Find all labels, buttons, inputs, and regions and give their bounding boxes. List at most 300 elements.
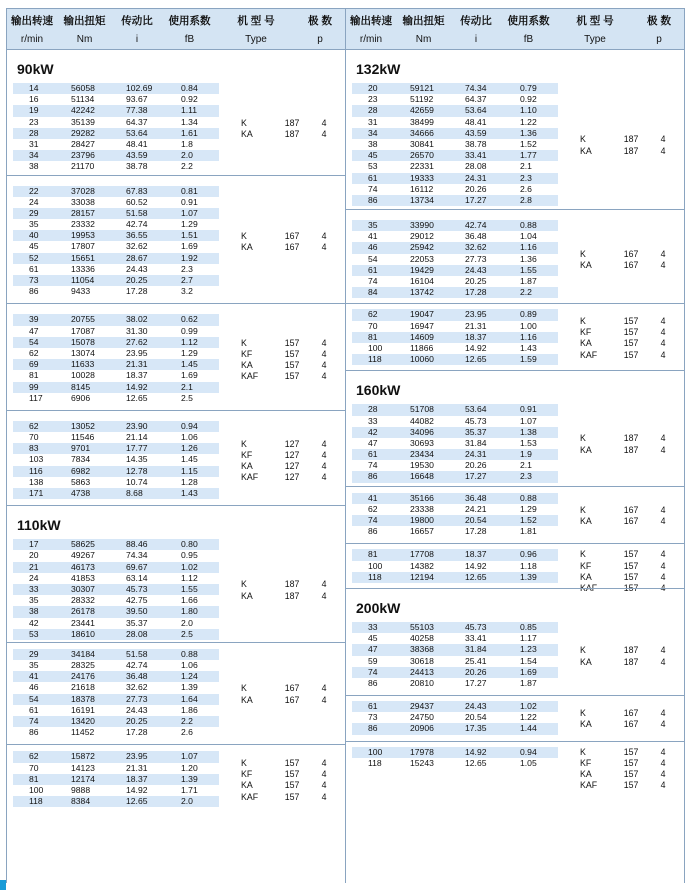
type-size: 167 <box>623 260 639 271</box>
ratio-value: 23.95 <box>126 347 148 358</box>
type-code: KA <box>241 694 253 705</box>
pole-count: 4 <box>321 438 327 449</box>
ratio-value: 23.95 <box>126 751 148 762</box>
type-size: 157 <box>623 315 639 326</box>
ratio-value: 17.27 <box>465 194 487 205</box>
service-factor-value: 1.10 <box>520 105 537 116</box>
service-factor-value: 1.81 <box>520 526 537 537</box>
speed-value: 41 <box>368 492 378 503</box>
type-size: 167 <box>623 718 639 729</box>
ratio-value: 28.67 <box>126 252 148 263</box>
service-factor-value: 1.39 <box>181 773 198 784</box>
pole-count: 4 <box>660 656 666 667</box>
power-title: 200kW <box>356 599 401 616</box>
torque-value: 20755 <box>71 314 95 325</box>
ratio-value: 53.64 <box>465 105 487 116</box>
pole-count: 4 <box>660 560 666 571</box>
torque-value: 11866 <box>410 342 434 353</box>
speed-value: 59 <box>368 655 378 666</box>
speed-value: 23 <box>368 94 378 105</box>
service-factor-value: 1.11 <box>181 105 198 116</box>
type-list <box>241 758 341 803</box>
ratio-value: 35.37 <box>126 617 148 628</box>
torque-value: 6906 <box>71 392 91 403</box>
torque-value: 33038 <box>71 196 95 207</box>
ratio-value: 36.48 <box>465 231 487 242</box>
pole-count: 4 <box>660 769 666 779</box>
table-row <box>346 404 684 415</box>
service-factor-value: 1.36 <box>520 253 537 264</box>
pole-count: 4 <box>660 338 666 349</box>
header-type: 机 型 号 <box>237 15 275 27</box>
torque-value: 19047 <box>410 309 434 320</box>
ratio-value: 20.26 <box>465 460 487 471</box>
speed-block <box>7 505 345 642</box>
type-entry <box>580 134 680 145</box>
speed-value: 62 <box>29 751 39 762</box>
torque-value: 34666 <box>410 127 434 138</box>
speed-value: 84 <box>368 287 378 298</box>
torque-value: 11633 <box>71 359 95 370</box>
page-edge-marker <box>0 880 6 890</box>
speed-value: 54 <box>29 336 39 347</box>
type-size: 187 <box>623 145 639 156</box>
type-list <box>241 118 341 140</box>
table-row <box>346 117 684 128</box>
ratio-value: 36.55 <box>126 230 148 241</box>
type-list <box>241 683 341 705</box>
ratio-value: 39.50 <box>126 606 148 617</box>
type-size: 157 <box>623 571 639 582</box>
type-code: K <box>241 579 247 590</box>
speed-value: 29 <box>29 207 39 218</box>
type-size: 187 <box>623 656 639 667</box>
service-factor-value: 2.2 <box>520 287 532 298</box>
speed-value: 20 <box>368 83 378 93</box>
table-row <box>7 562 345 573</box>
torque-value: 7834 <box>71 454 91 465</box>
type-size: 157 <box>284 780 300 791</box>
ratio-value: 27.73 <box>126 693 148 704</box>
speed-value: 53 <box>29 628 39 639</box>
type-entry <box>580 561 680 572</box>
torque-value: 11054 <box>71 275 95 285</box>
torque-value: 28325 <box>71 660 95 671</box>
table-row <box>7 275 345 286</box>
speed-block <box>346 543 684 593</box>
pole-count: 4 <box>321 472 327 483</box>
type-list <box>580 433 680 455</box>
ratio-value: 53.64 <box>465 404 487 415</box>
speed-value: 24 <box>29 196 39 207</box>
ratio-value: 64.37 <box>126 116 148 127</box>
speed-value: 46 <box>29 682 39 693</box>
ratio-value: 51.58 <box>126 648 148 659</box>
torque-value: 38499 <box>410 116 434 127</box>
pole-count: 4 <box>321 780 327 791</box>
speed-value: 20 <box>29 550 39 561</box>
rows-group <box>346 622 684 689</box>
type-size: 187 <box>284 117 300 128</box>
speed-value: 118 <box>29 796 43 807</box>
torque-value: 13420 <box>71 716 95 726</box>
pole-count: 4 <box>321 449 327 460</box>
ratio-value: 20.26 <box>465 183 487 194</box>
torque-value: 30307 <box>71 583 95 594</box>
type-entry <box>241 461 341 472</box>
type-entry <box>580 549 680 560</box>
table-row <box>7 705 345 716</box>
torque-value: 13336 <box>71 263 95 274</box>
table-row <box>7 727 345 738</box>
type-code: KA <box>241 461 253 472</box>
table-row <box>7 606 345 617</box>
ratio-value: 43.59 <box>126 150 148 161</box>
service-factor-value: 2.0 <box>181 617 193 628</box>
ratio-value: 24.43 <box>465 701 487 712</box>
service-factor-value: 1.8 <box>181 138 193 149</box>
service-factor-value: 1.51 <box>181 230 198 241</box>
ratio-value: 53.64 <box>126 127 148 138</box>
type-entry <box>580 758 680 769</box>
torque-value: 15651 <box>71 252 95 263</box>
service-factor-value: 0.88 <box>520 492 537 503</box>
type-code: KF <box>241 769 253 780</box>
ratio-value: 23.95 <box>465 309 487 320</box>
speed-value: 100 <box>368 342 383 353</box>
pole-count: 4 <box>660 145 666 156</box>
speed-value: 47 <box>368 437 378 448</box>
service-factor-value: 1.52 <box>520 515 537 525</box>
service-factor-value: 1.38 <box>520 426 537 437</box>
type-entry <box>241 472 341 483</box>
torque-value: 30841 <box>410 138 434 149</box>
ratio-value: 38.02 <box>126 314 148 325</box>
speed-value: 69 <box>29 359 39 370</box>
ratio-value: 21.31 <box>126 359 148 370</box>
torque-value: 51708 <box>410 404 434 415</box>
type-size: 167 <box>623 249 639 260</box>
speed-value: 24 <box>29 572 39 583</box>
pole-count: 4 <box>660 433 666 444</box>
torque-value: 9701 <box>71 443 91 454</box>
table-row <box>346 195 684 206</box>
torque-value: 24176 <box>71 671 95 682</box>
ratio-value: 21.31 <box>126 762 148 773</box>
ratio-value: 24.43 <box>126 704 148 715</box>
ratio-value: 31.30 <box>126 325 148 336</box>
table-row <box>7 139 345 150</box>
ratio-value: 12.78 <box>126 465 148 476</box>
service-factor-value: 1.07 <box>520 415 537 426</box>
type-list <box>580 747 680 792</box>
type-size: 157 <box>284 337 300 348</box>
torque-value: 28332 <box>71 595 95 606</box>
type-size: 187 <box>284 128 300 139</box>
torque-value: 16191 <box>71 704 95 715</box>
table-row <box>346 633 684 644</box>
service-factor-value: 1.07 <box>181 207 198 218</box>
torque-value: 16648 <box>410 471 434 482</box>
ratio-value: 88.46 <box>126 539 148 550</box>
speed-block <box>7 744 345 813</box>
service-factor-value: 1.23 <box>520 644 537 655</box>
torque-value: 14382 <box>410 560 434 571</box>
ratio-value: 17.27 <box>465 471 487 482</box>
speed-value: 19 <box>29 105 39 116</box>
header-output-torque: 输出扭矩 <box>402 15 445 27</box>
speed-value: 86 <box>368 677 378 688</box>
torque-value: 16657 <box>410 526 434 537</box>
speed-value: 53 <box>368 161 378 172</box>
type-size: 157 <box>623 327 639 338</box>
torque-value: 13734 <box>410 194 434 205</box>
table-row <box>346 460 684 471</box>
speed-value: 138 <box>29 476 44 487</box>
service-factor-value: 1.02 <box>181 561 198 572</box>
table-row <box>7 539 345 550</box>
pole-count: 4 <box>321 579 327 590</box>
ratio-value: 28.08 <box>465 161 487 172</box>
pole-count: 4 <box>321 360 327 371</box>
service-factor-value: 0.62 <box>181 314 198 325</box>
table-row <box>346 287 684 298</box>
type-code: KA <box>580 338 592 349</box>
table-row <box>7 382 345 393</box>
pole-count: 4 <box>321 590 327 601</box>
speed-value: 29 <box>29 648 39 659</box>
ratio-value: 24.31 <box>465 172 487 183</box>
ratio-value: 12.65 <box>465 757 487 768</box>
ratio-value: 51.58 <box>126 207 148 218</box>
torque-value: 40258 <box>410 633 434 644</box>
service-factor-value: 0.88 <box>181 648 198 659</box>
speed-value: 61 <box>29 704 39 715</box>
type-code: K <box>241 231 247 242</box>
torque-value: 13052 <box>71 420 95 431</box>
table-row <box>7 197 345 208</box>
type-size: 127 <box>284 461 300 472</box>
torque-value: 23332 <box>71 219 95 230</box>
rows-group <box>7 421 345 499</box>
pole-count: 4 <box>321 769 327 780</box>
type-entry <box>580 260 680 271</box>
rows-group <box>7 649 345 739</box>
torque-value: 35139 <box>71 116 95 127</box>
speed-value: 74 <box>29 716 39 726</box>
ratio-value: 24.21 <box>465 503 487 514</box>
type-code: KA <box>580 571 592 582</box>
ratio-value: 25.41 <box>465 655 487 666</box>
speed-value: 54 <box>29 693 39 704</box>
ratio-value: 77.38 <box>126 105 148 116</box>
type-entry <box>580 505 680 516</box>
speed-value: 118 <box>368 354 382 365</box>
service-factor-value: 1.87 <box>520 276 537 286</box>
torque-value: 23434 <box>410 449 434 460</box>
pole-count: 4 <box>321 757 327 768</box>
torque-value: 28427 <box>71 138 95 149</box>
type-size: 187 <box>284 590 300 601</box>
unit-rmin: r/min <box>20 34 44 45</box>
speed-block <box>346 50 684 209</box>
torque-value: 22331 <box>410 161 434 172</box>
torque-value: 49267 <box>71 550 95 561</box>
speed-block <box>346 209 684 303</box>
pole-count: 4 <box>321 117 327 128</box>
table-row <box>346 667 684 678</box>
ratio-value: 24.43 <box>126 263 148 274</box>
service-factor-value: 1.17 <box>520 633 537 644</box>
ratio-value: 38.78 <box>465 138 487 149</box>
speed-value: 86 <box>368 471 378 482</box>
type-list <box>241 231 341 253</box>
type-code: KF <box>580 327 592 338</box>
speed-block <box>346 741 684 791</box>
table-row <box>7 186 345 197</box>
torque-value: 8384 <box>71 796 91 807</box>
table-row <box>7 150 345 161</box>
ratio-value: 45.73 <box>126 583 148 594</box>
type-code: KA <box>241 780 253 791</box>
torque-value: 37028 <box>71 185 95 196</box>
service-factor-value: 2.0 <box>181 150 193 161</box>
service-factor-value: 1.77 <box>520 150 537 161</box>
header-ratio: 传动比 <box>121 15 153 27</box>
right-column <box>345 8 685 883</box>
ratio-value: 74.34 <box>465 83 487 93</box>
rows-group <box>346 701 684 735</box>
ratio-value: 17.77 <box>126 443 148 454</box>
table-row <box>7 618 345 629</box>
table-row <box>346 83 684 94</box>
torque-value: 23338 <box>410 503 434 514</box>
torque-value: 14609 <box>410 331 434 342</box>
pole-count: 4 <box>660 260 666 271</box>
type-list <box>580 708 680 730</box>
torque-value: 51192 <box>410 94 434 105</box>
type-entry <box>241 579 341 590</box>
type-size: 157 <box>284 769 300 780</box>
speed-value: 100 <box>368 746 383 757</box>
service-factor-value: 1.28 <box>181 476 198 487</box>
service-factor-value: 2.0 <box>181 796 193 807</box>
type-code: K <box>241 683 247 694</box>
table-row <box>346 276 684 287</box>
type-size: 167 <box>623 516 639 526</box>
torque-value: 12194 <box>410 571 434 582</box>
power-title: 132kW <box>356 61 401 77</box>
table-row <box>7 716 345 727</box>
ratio-value: 45.73 <box>465 415 487 426</box>
ratio-value: 23.90 <box>126 420 148 431</box>
speed-value: 46 <box>368 242 378 253</box>
ratio-value: 42.74 <box>126 660 148 671</box>
service-factor-value: 0.94 <box>520 746 537 757</box>
power-title: 160kW <box>356 382 401 399</box>
header-service-factor: 使用系数 <box>168 15 211 27</box>
speed-value: 33 <box>29 583 39 594</box>
torque-value: 21618 <box>71 682 95 693</box>
torque-value: 25942 <box>410 242 434 253</box>
type-code: KAF <box>580 780 598 791</box>
type-code: KF <box>580 757 592 768</box>
service-factor-value: 1.29 <box>520 503 537 514</box>
speed-value: 74 <box>368 183 378 194</box>
ratio-value: 27.73 <box>465 253 487 264</box>
speed-value: 38 <box>368 138 378 149</box>
pole-count: 4 <box>321 461 327 472</box>
type-entry <box>580 445 680 456</box>
speed-value: 74 <box>368 276 378 286</box>
pole-count: 4 <box>660 757 666 768</box>
speed-value: 45 <box>29 241 39 252</box>
service-factor-value: 1.55 <box>520 264 537 275</box>
type-size: 127 <box>284 472 300 483</box>
speed-value: 99 <box>29 381 39 392</box>
ratio-value: 32.62 <box>126 241 148 252</box>
type-size: 157 <box>284 371 300 382</box>
torque-value: 30693 <box>410 437 434 448</box>
torque-value: 17807 <box>71 241 95 252</box>
torque-value: 26178 <box>71 606 95 617</box>
table-row <box>7 421 345 432</box>
torque-value: 56058 <box>71 83 95 93</box>
speed-value: 74 <box>368 515 378 525</box>
ratio-value: 8.68 <box>126 488 143 498</box>
speed-value: 52 <box>29 252 39 263</box>
torque-value: 42659 <box>410 105 434 116</box>
speed-value: 33 <box>368 415 378 426</box>
torque-value: 41853 <box>71 572 95 583</box>
service-factor-value: 1.66 <box>181 595 198 606</box>
type-entry <box>580 645 680 656</box>
torque-value: 12174 <box>71 773 95 784</box>
ratio-value: 42.74 <box>126 219 148 230</box>
service-factor-value: 1.02 <box>520 701 537 712</box>
service-factor-value: 1.53 <box>520 437 537 448</box>
speed-value: 39 <box>29 314 39 325</box>
unit-rmin: r/min <box>359 34 383 45</box>
ratio-value: 31.84 <box>465 644 487 655</box>
type-size: 167 <box>623 707 639 718</box>
torque-value: 51134 <box>71 94 95 105</box>
ratio-value: 14.92 <box>465 746 487 757</box>
service-factor-value: 1.92 <box>181 252 198 263</box>
type-size: 157 <box>623 349 639 360</box>
service-factor-value: 1.69 <box>520 666 537 677</box>
type-entry <box>241 129 341 140</box>
type-entry <box>241 591 341 602</box>
table-row <box>346 161 684 172</box>
service-factor-value: 1.39 <box>181 682 198 693</box>
service-factor-value: 1.69 <box>181 370 198 381</box>
service-factor-value: 1.07 <box>181 751 198 762</box>
speed-value: 16 <box>29 94 39 105</box>
speed-block <box>346 588 684 695</box>
type-entry <box>580 433 680 444</box>
type-entry <box>580 747 680 758</box>
service-factor-value: 1.16 <box>520 331 537 342</box>
torque-value: 13074 <box>71 347 95 358</box>
service-factor-value: 0.96 <box>520 549 537 560</box>
pole-count: 4 <box>660 249 666 260</box>
pole-count: 4 <box>660 582 666 593</box>
unit-p: p <box>656 34 662 45</box>
ratio-value: 48.41 <box>465 116 487 127</box>
torque-value: 9888 <box>71 784 91 795</box>
speed-value: 31 <box>29 138 39 149</box>
